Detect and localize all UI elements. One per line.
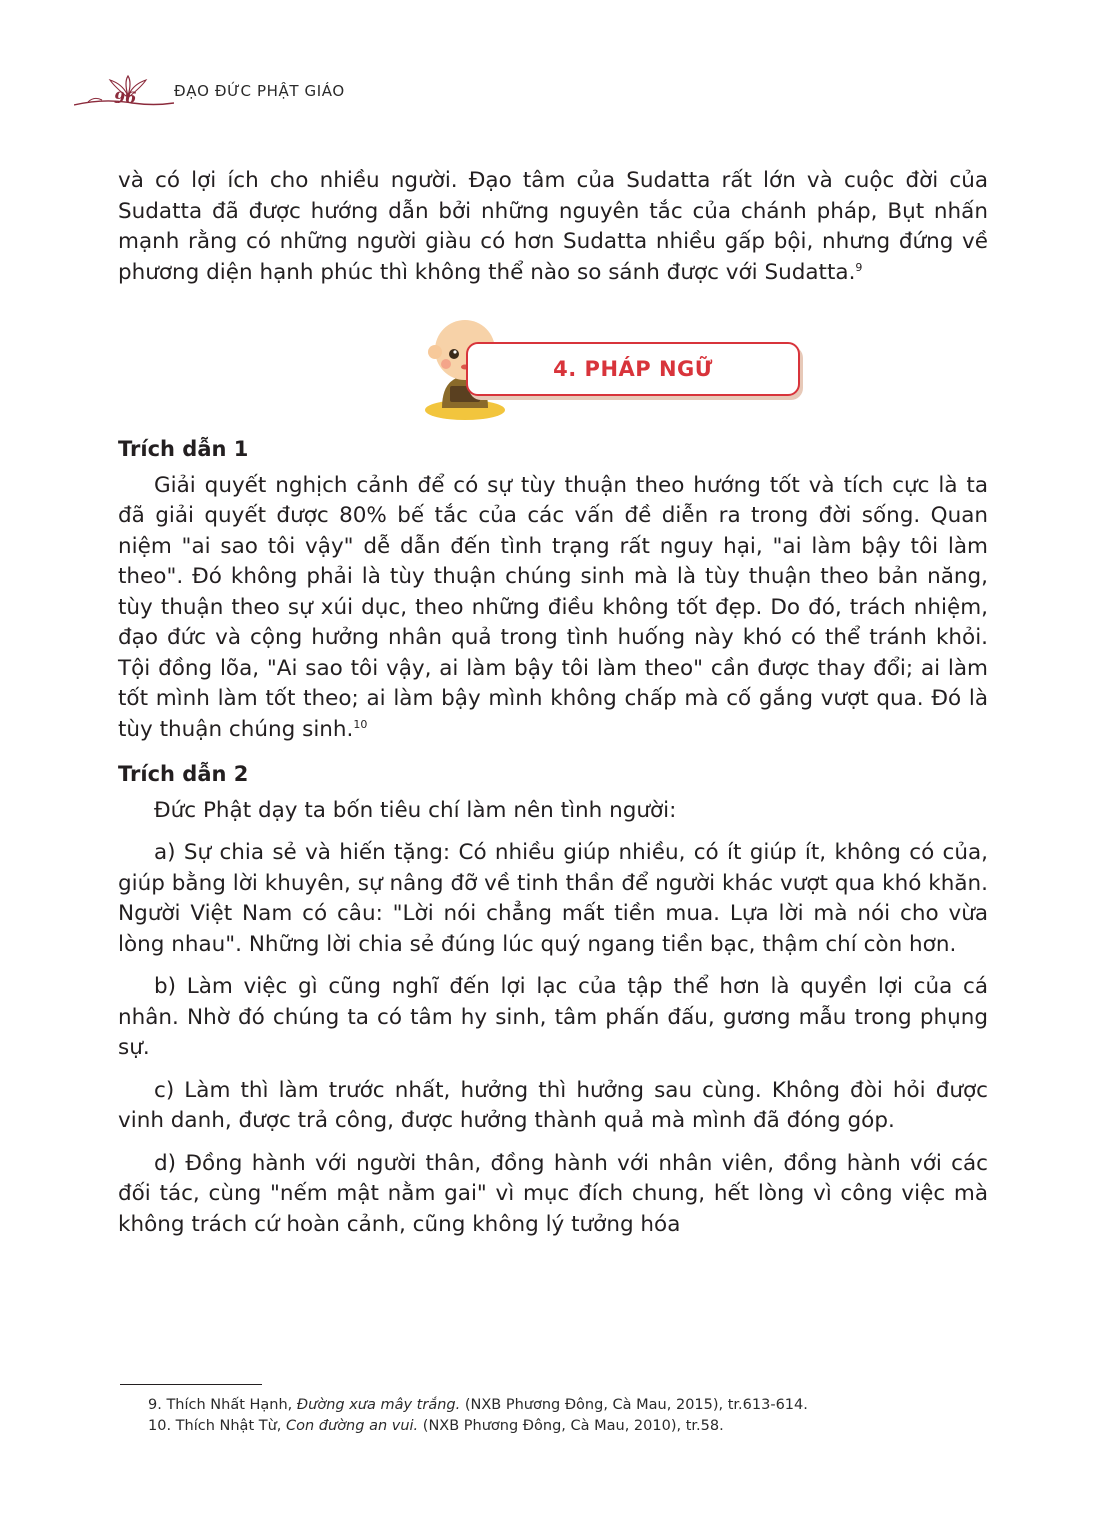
- quote2-item-c: c) Làm thì làm trước nhất, hưởng thì hưởng sau cùng. Không đòi hỏi được vinh danh, được trả công, được hưởng thành quả mà mình đã đóng góp.: [118, 1077, 988, 1133]
- quote2-item-d: d) Đồng hành với người thân, đồng hành với nhân viên, đồng hành với các đối tác, cùng "nếm mật nằm gai" vì mục đích chung, hết lòng vì công việc mà không trách cứ hoàn cảnh, cũng không lý tưởng hóa: [118, 1150, 988, 1237]
- section-banner: [118, 312, 988, 424]
- footnote-10: 10. Thích Nhật Từ, Con đường an vui. (NXB Phương Đông, Cà Mau, 2010), tr.58.: [148, 1418, 724, 1434]
- quote2-heading: Trích dẫn 2: [118, 762, 249, 786]
- intro-paragraph: và có lợi ích cho nhiều người. Đạo tâm của Sudatta rất lớn và cuộc đời của Sudatta đã được hướng dẫn bởi những nguyên tắc của chánh pháp, Bụt nhấn mạnh rằng có những người giàu có hơn Sudatta nhiều gấp bội, nhưng đứng về phương diện hạnh phúc thì không thể nào so sánh được với Sudatta.$^9$: [118, 168, 988, 285]
- running-title: ĐẠO ĐỨC PHẬT GIÁO: [174, 82, 345, 100]
- footnote-9: 9. Thích Nhất Hạnh, Đường xưa mây trắng. (NXB Phương Đông, Cà Mau, 2015), tr.613-614.: [148, 1397, 808, 1413]
- section-title: 4. PHÁP NGỮ: [553, 357, 713, 381]
- quote2-item-a: a) Sự chia sẻ và hiến tặng: Có nhiều giúp nhiều, có ít giúp ít, không có của, giúp bằng lời khuyên, sự nâng đỡ về tinh thần để người khác vượt qua khó khăn. Người Việt Nam có câu: "Lời nói chẳng mất tiền mua. Lựa lời mà nói cho vừa lòng nhau". Những lời chia sẻ đúng lúc quý ngang tiền bạc, thậm chí còn hơn.: [118, 840, 988, 957]
- page-header: [74, 74, 474, 114]
- page-number: 96: [114, 88, 137, 107]
- page-body: [118, 166, 988, 1240]
- footnote-divider: [120, 1384, 262, 1385]
- footnote-ref: 9: [855, 260, 863, 274]
- quote1-paragraph: Giải quyết nghịch cảnh để có sự tùy thuận theo hướng tốt và tích cực là ta đã giải quyết được 80% bế tắc của các vấn đề diễn ra trong đời sống. Quan niệm "ai sao tôi vậy" dễ dẫn đến tình trạng rất nguy hại, "ai làm bậy tôi làm theo". Đó không phải là tùy thuận chúng sinh mà là tùy thuận theo bản năng, tùy thuận theo sự xúi dục, theo những điều không tốt đẹp. Do đó, trách nhiệm, đạo đức và cộng hưởng nhân quả trong tình huống này khó có thể tránh khỏi. Tội đồng lõa, "Ai sao tôi vậy, ai làm bậy tôi làm theo" cần được thay đổi; ai làm tốt mình làm tốt theo; ai làm bậy mình không chấp mà cố gắng vượt qua. Đó là tùy thuận chúng sinh.$^{10}$: [118, 472, 988, 742]
- footnote-ref: 10: [353, 717, 368, 731]
- quote2-intro: Đức Phật dạy ta bốn tiêu chí làm nên tình người:: [154, 797, 677, 823]
- section-banner-box: [466, 342, 800, 396]
- quote1-heading: Trích dẫn 1: [118, 437, 249, 461]
- quote2-item-b: b) Làm việc gì cũng nghĩ đến lợi lạc của tập thể hơn là quyền lợi của cá nhân. Nhờ đó chúng ta có tâm hy sinh, tâm phấn đấu, gương mẫu trong phụng sự.: [118, 974, 988, 1060]
- footnotes: [148, 1395, 1008, 1437]
